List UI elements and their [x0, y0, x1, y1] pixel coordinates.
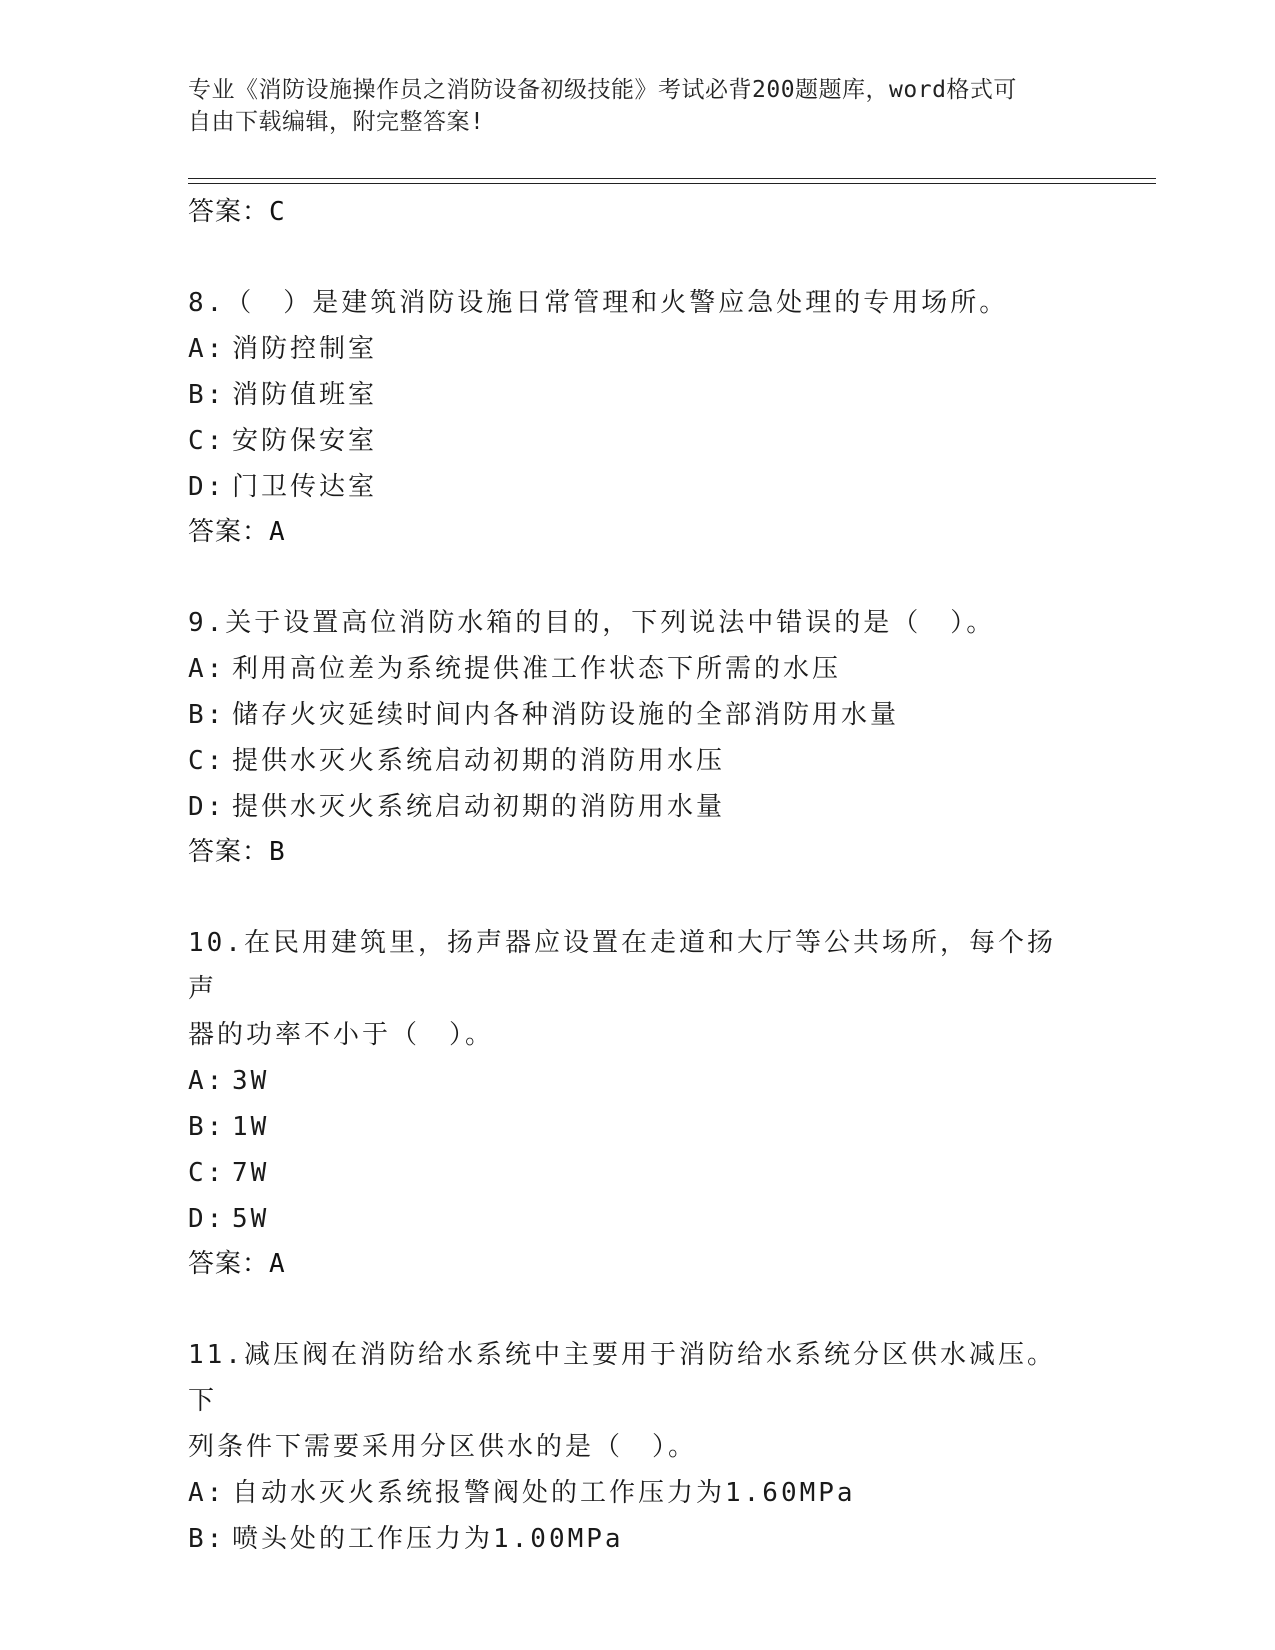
option-key: A: — [188, 654, 226, 684]
spacer — [188, 236, 1088, 280]
option-key: D: — [188, 1204, 226, 1234]
option-key: B: — [188, 380, 226, 410]
document-header — [188, 74, 1068, 138]
question-text-line-2: 列条件下需要采用分区供水的是（ ）。 — [188, 1432, 698, 1462]
question-10 — [188, 920, 1068, 1058]
option-d — [188, 1196, 1088, 1242]
answer-label: 答案： — [188, 837, 270, 867]
answer-10 — [188, 1242, 1088, 1288]
spacer — [188, 876, 1088, 920]
option-text: 储存火灾延续时间内各种消防设施的全部消防用水量 — [232, 700, 900, 730]
option-c — [188, 738, 1088, 784]
option-b — [188, 1104, 1088, 1150]
option-c — [188, 1150, 1088, 1196]
option-text: 喷头处的工作压力为1.00MPa — [232, 1524, 624, 1554]
option-text: 利用高位差为系统提供准工作状态下所需的水压 — [232, 654, 842, 684]
option-key: A: — [188, 1478, 226, 1508]
answer-label: 答案： — [188, 517, 270, 547]
option-text: 门卫传达室 — [232, 472, 378, 502]
option-a — [188, 1058, 1088, 1104]
option-b — [188, 1516, 1088, 1562]
question-8 — [188, 280, 1068, 326]
option-key: D: — [188, 792, 226, 822]
option-b — [188, 372, 1088, 418]
option-key: C: — [188, 746, 226, 776]
question-text-line-1: 11.减压阀在消防给水系统中主要用于消防给水系统分区供水减压。下 — [188, 1340, 1056, 1416]
option-b — [188, 692, 1088, 738]
question-text-line-2: 器的功率不小于（ ）。 — [188, 1020, 495, 1050]
option-key: B: — [188, 1112, 226, 1142]
answer-value: B — [269, 837, 286, 867]
answer-value: A — [269, 1249, 286, 1279]
question-text-line-1: 10.在民用建筑里，扬声器应设置在走道和大厅等公共场所，每个扬声 — [188, 928, 1056, 1004]
option-key: D: — [188, 472, 226, 502]
question-text: 9.关于设置高位消防水箱的目的，下列说法中错误的是（ ）。 — [188, 608, 996, 638]
header-title-line-1: 专业《消防设施操作员之消防设备初级技能》考试必背200题题库，word格式可 — [188, 77, 1017, 103]
option-a — [188, 1470, 1088, 1516]
header-title-line-2: 自由下载编辑，附完整答案! — [188, 109, 485, 135]
option-text: 消防值班室 — [232, 380, 378, 410]
question-11 — [188, 1332, 1068, 1470]
option-a — [188, 326, 1088, 372]
previous-answer — [188, 190, 1088, 236]
option-key: A: — [188, 334, 226, 364]
question-list — [188, 190, 1088, 1562]
option-key: B: — [188, 700, 226, 730]
option-a — [188, 646, 1088, 692]
option-text: 安防保安室 — [232, 426, 378, 456]
option-d — [188, 464, 1088, 510]
spacer — [188, 1288, 1088, 1332]
option-key: C: — [188, 1158, 226, 1188]
question-text: 8.（ ）是建筑消防设施日常管理和火警应急处理的专用场所。 — [188, 288, 1009, 318]
answer-label: 答案： — [188, 1249, 270, 1279]
spacer — [188, 556, 1088, 600]
option-c — [188, 418, 1088, 464]
question-9 — [188, 600, 1068, 646]
option-key: B: — [188, 1524, 226, 1554]
option-text: 消防控制室 — [232, 334, 378, 364]
option-text: 1W — [232, 1112, 270, 1142]
option-text: 提供水灭火系统启动初期的消防用水压 — [232, 746, 726, 776]
answer-value: A — [269, 517, 286, 547]
answer-value: C — [269, 197, 286, 227]
header-divider-bottom — [188, 183, 1156, 184]
header-divider-top — [188, 178, 1156, 179]
answer-9 — [188, 830, 1088, 876]
option-text: 3W — [232, 1066, 270, 1096]
option-key: C: — [188, 426, 226, 456]
option-key: A: — [188, 1066, 226, 1096]
option-d — [188, 784, 1088, 830]
option-text: 自动水灭火系统报警阀处的工作压力为1.60MPa — [232, 1478, 856, 1508]
option-text: 5W — [232, 1204, 270, 1234]
option-text: 提供水灭火系统启动初期的消防用水量 — [232, 792, 726, 822]
answer-label: 答案： — [188, 197, 270, 227]
answer-8 — [188, 510, 1088, 556]
option-text: 7W — [232, 1158, 270, 1188]
